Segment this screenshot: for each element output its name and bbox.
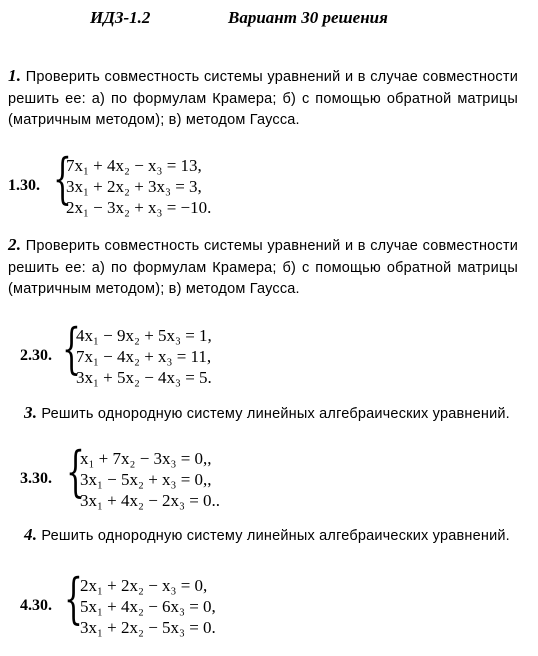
brace-icon: { [62, 317, 81, 380]
task-1-number: 1. [8, 66, 22, 85]
equation: 3x₁ − 5x₂ + x₃ = 0,, [80, 470, 212, 489]
brace-icon: { [64, 567, 83, 630]
task-2-statement [8, 234, 518, 301]
header-idz: ИДЗ-1.2 [90, 8, 151, 27]
task-1-statement [8, 65, 518, 132]
brace-icon: { [53, 147, 72, 210]
brace-icon: { [66, 440, 85, 503]
task-1-label: 1.30. [8, 177, 40, 194]
task-3-statement [24, 402, 518, 426]
equation: 7x₁ + 4x₂ − x₃ = 13, [66, 156, 202, 175]
equation: 2x₁ + 2x₂ − x₃ = 0, [80, 576, 208, 595]
task-4-system [80, 575, 216, 638]
task-3-number: 3. [24, 403, 38, 422]
equation: 5x₁ + 4x₂ − 6x₃ = 0, [80, 597, 216, 616]
task-3-system [80, 448, 220, 511]
task-2-number: 2. [8, 235, 22, 254]
task-4-text: Решить однородную систему линейных алгебраических уравнений. [41, 528, 510, 544]
equation: 4x₁ − 9x₂ + 5x₃ = 1, [76, 326, 212, 345]
equation: x₁ + 7x₂ − 3x₃ = 0,, [80, 449, 212, 468]
task-2-text: Проверить совместность системы уравнений и в случае совместности решить ее: а) по формулам Крамера; б) с помощью обратной матрицы (матричным методом); в) методом Гаусса. [8, 238, 519, 297]
equation: 3x₁ + 5x₂ − 4x₃ = 5. [76, 368, 212, 387]
equation: 2x₁ − 3x₂ + x₃ = −10. [66, 198, 212, 217]
equation: 3x₁ + 4x₂ − 2x₃ = 0.. [80, 491, 221, 510]
equation: 3x₁ + 2x₂ − 5x₃ = 0. [80, 618, 216, 637]
task-3-label: 3.30. [20, 470, 52, 487]
task-1-system [66, 155, 211, 218]
task-4-number: 4. [24, 525, 38, 544]
task-4-label: 4.30. [20, 597, 52, 614]
task-2-label: 2.30. [20, 347, 52, 364]
header-variant: Вариант 30 решения [228, 8, 388, 27]
task-1-text: Проверить совместность системы уравнений и в случае совместности решить ее: а) по формулам Крамера; б) с помощью обратной матрицы (матричным методом); в) методом Гаусса. [8, 69, 519, 128]
task-4-statement [24, 524, 518, 548]
equation: 7x₁ − 4x₂ + x₃ = 11, [76, 347, 212, 366]
task-2-system [76, 325, 212, 388]
equation: 3x₁ + 2x₂ + 3x₃ = 3, [66, 177, 202, 196]
task-3-text: Решить однородную систему линейных алгебраических уравнений. [41, 406, 510, 422]
